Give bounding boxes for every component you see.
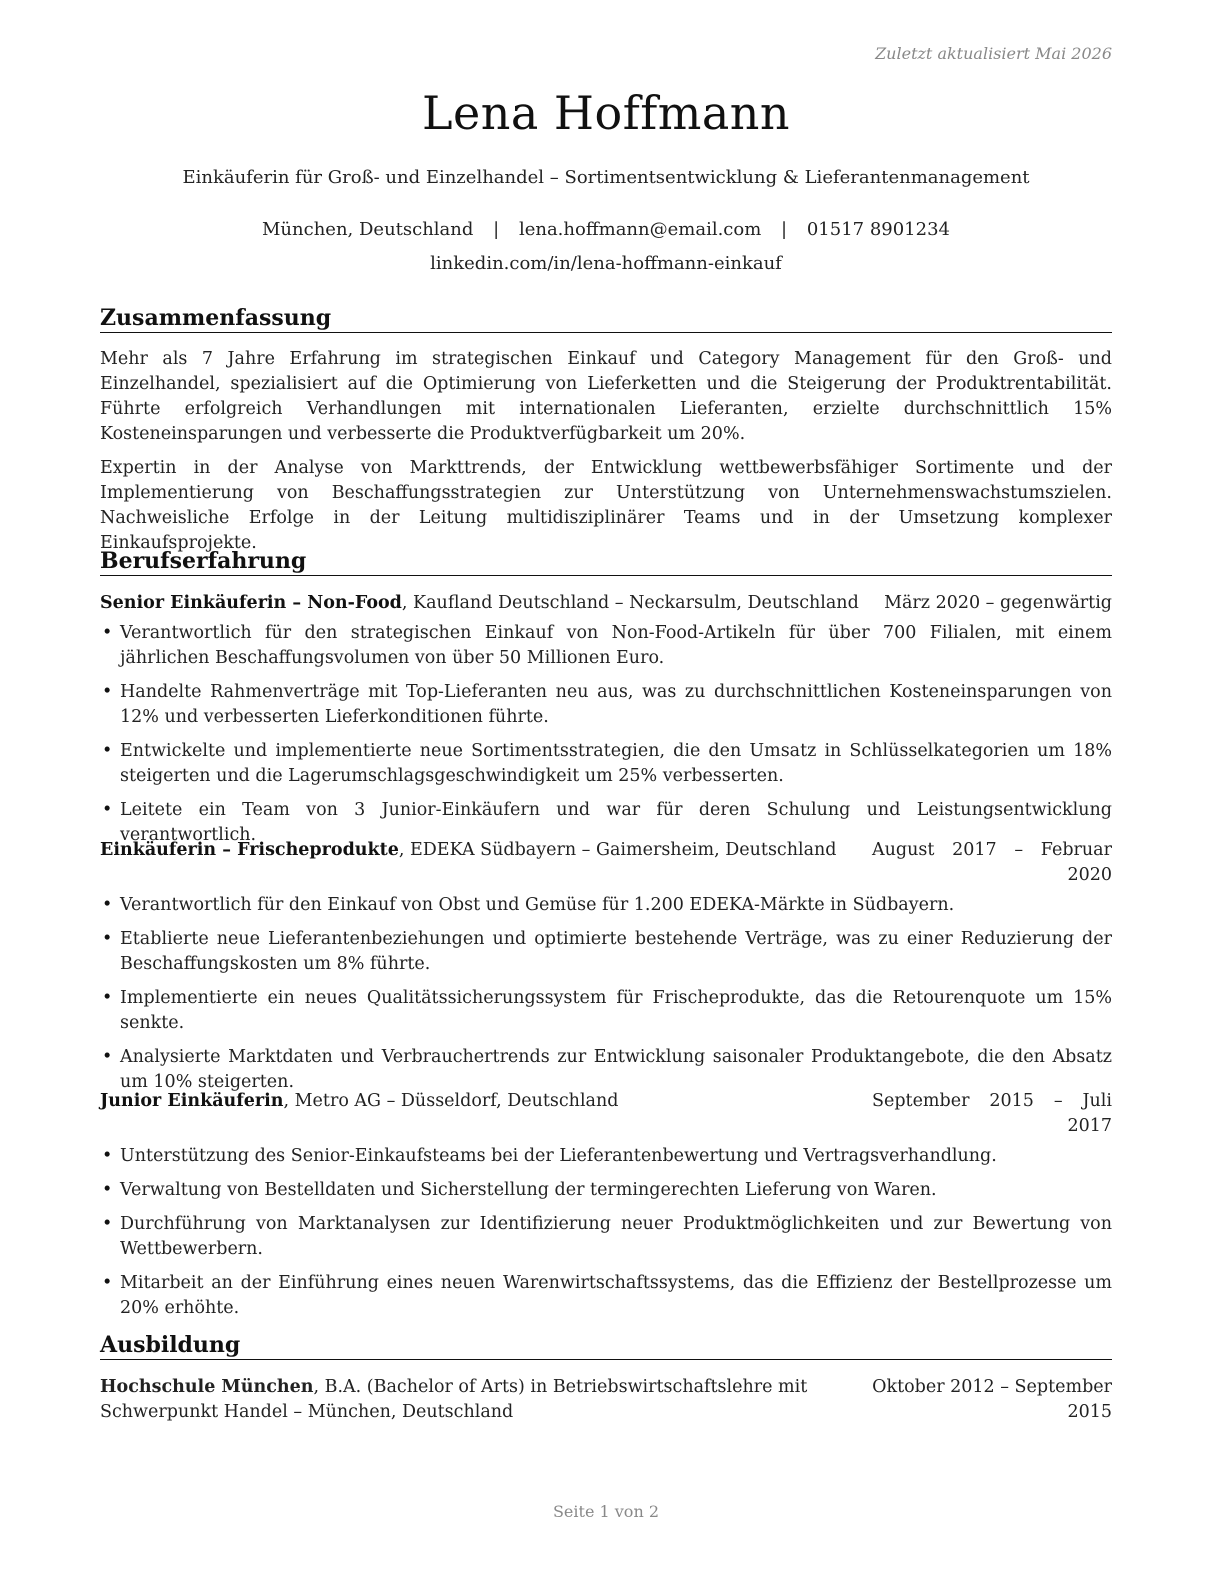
section-title-education: Ausbildung [100, 1332, 1112, 1360]
job-dates: August 2017 – Februar 2020 [872, 840, 1112, 885]
job-role: Senior Einkäuferin – Non-Food [100, 593, 402, 613]
list-item: • Mitarbeit an der Einführung eines neuen Warenwirtschaftssystems, das die Effizienz der Bestellprozesse um 20% erhöhte. [100, 1271, 1112, 1321]
job-dates: März 2020 – gegenwärtig [884, 593, 1112, 613]
job-company: , EDEKA Südbayern – Gaimersheim, Deutschland [398, 840, 837, 860]
job-bullets [100, 1144, 1112, 1330]
job-dates: September 2015 – Juli 2017 [872, 1091, 1112, 1136]
degree: , B.A. (Bachelor of Arts) in Betriebswirtschaftslehre mit Schwerpunkt Handel – München, Deutschland [100, 1377, 808, 1422]
section-title-summary: Zusammenfassung [100, 305, 1112, 333]
resume-page [100, 0, 1112, 1584]
education-dates: Oktober 2012 – September 2015 [872, 1377, 1112, 1422]
phone-number: 01517 8901234 [806, 219, 950, 240]
school-name: Hochschule München [100, 1377, 314, 1397]
contact-line [100, 219, 1112, 240]
page-number: Seite 1 von 2 [552, 1502, 660, 1521]
last-updated-note: Zuletzt aktualisiert Mai 2026 [875, 44, 1112, 63]
list-item: • Etablierte neue Lieferantenbeziehungen und optimierte bestehende Verträge, was zu einer Reduzierung der Beschaffungskosten um 8% führte. [100, 927, 1112, 977]
list-item: • Implementierte ein neues Qualitätssicherungssystem für Frischeprodukte, das die Retourenquote um 15% senkte. [100, 986, 1112, 1036]
list-item: • Verantwortlich für den Einkauf von Obst und Gemüse für 1.200 EDEKA-Märkte in Südbayern. [100, 893, 1112, 918]
list-item: • Leitete ein Team von 3 Junior-Einkäufern und war für deren Schulung und Leistungsentwicklung verantwortlich. [100, 798, 1112, 848]
job-bullets [100, 621, 1112, 857]
job-role: Junior Einkäuferin [100, 1091, 284, 1111]
email-link[interactable]: lena.hoffmann@email.com [518, 219, 762, 240]
list-item: • Handelte Rahmenverträge mit Top-Lieferanten neu aus, was zu durchschnittlichen Kosteneinsparungen von 12% und verbesserten Lieferkonditionen führte. [100, 680, 1112, 730]
linkedin-link[interactable]: linkedin.com/in/lena-hoffmann-einkauf [430, 253, 782, 274]
list-item: • Verantwortlich für den strategischen Einkauf von Non-Food-Artikeln für über 700 Filialen, mit einem jährlichen Beschaffungsvolumen von über 50 Millionen Euro. [100, 621, 1112, 671]
job-title-line [100, 838, 837, 863]
job-bullets [100, 893, 1112, 1104]
candidate-headline: Einkäuferin für Groß- und Einzelhandel – Sortimentsentwicklung & Lieferantenmanagement [182, 167, 1030, 188]
section-title-experience: Berufserfahrung [100, 548, 1112, 576]
list-item: • Entwickelte und implementierte neue Sortimentsstrategien, die den Umsatz in Schlüsselkategorien um 18% steigerten und die Lagerumschlagsgeschwindigkeit um 25% verbesserten. [100, 739, 1112, 789]
list-item: • Analysierte Marktdaten und Verbrauchertrends zur Entwicklung saisonaler Produktangebote, die den Absatz um 10% steigerten. [100, 1045, 1112, 1095]
location: München, Deutschland [262, 219, 474, 240]
separator: | [493, 219, 500, 240]
candidate-name: Lena Hoffmann [421, 86, 791, 140]
job-company: , Kaufland Deutschland – Neckarsulm, Deutschland [401, 593, 859, 613]
summary-paragraph: Expertin in der Analyse von Markttrends, der Entwicklung wettbewerbsfähiger Sortimente und der Implementierung von Beschaffungsstrategien zur Unterstützung von Unternehmenswachstumszielen. Nachweisliche Erfolge in der Leitung multidisziplinärer Teams und in der Umsetzung komplexer Einkaufsprojekte. [100, 458, 1112, 553]
list-item: • Unterstützung des Senior-Einkaufsteams bei der Lieferantenbewertung und Vertragsverhandlung. [100, 1144, 1112, 1169]
job-role: Einkäuferin – Frischeprodukte [100, 840, 399, 860]
list-item: • Verwaltung von Bestelldaten und Sicherstellung der termingerechten Lieferung von Waren. [100, 1178, 1112, 1203]
job-title-line [100, 1089, 618, 1114]
list-item: • Durchführung von Marktanalysen zur Identifizierung neuer Produktmöglichkeiten und zur Bewertung von Wettbewerbern. [100, 1212, 1112, 1262]
separator: | [781, 219, 788, 240]
job-company: , Metro AG – Düsseldorf, Deutschland [283, 1091, 619, 1111]
job-title-line [100, 591, 859, 616]
summary-paragraph: Mehr als 7 Jahre Erfahrung im strategischen Einkauf und Category Management für den Groß- und Einzelhandel, spezialisiert auf die Optimierung von Lieferketten und die Steigerung der Produktrentabilität. Führte erfolgreich Verhandlungen mit internationalen Lieferanten, erzielte durchschnittlich 15% Kosteneinsparungen und verbesserte die Produktverfügbarkeit um 20%. [100, 349, 1112, 444]
education-degree-line [100, 1375, 870, 1425]
